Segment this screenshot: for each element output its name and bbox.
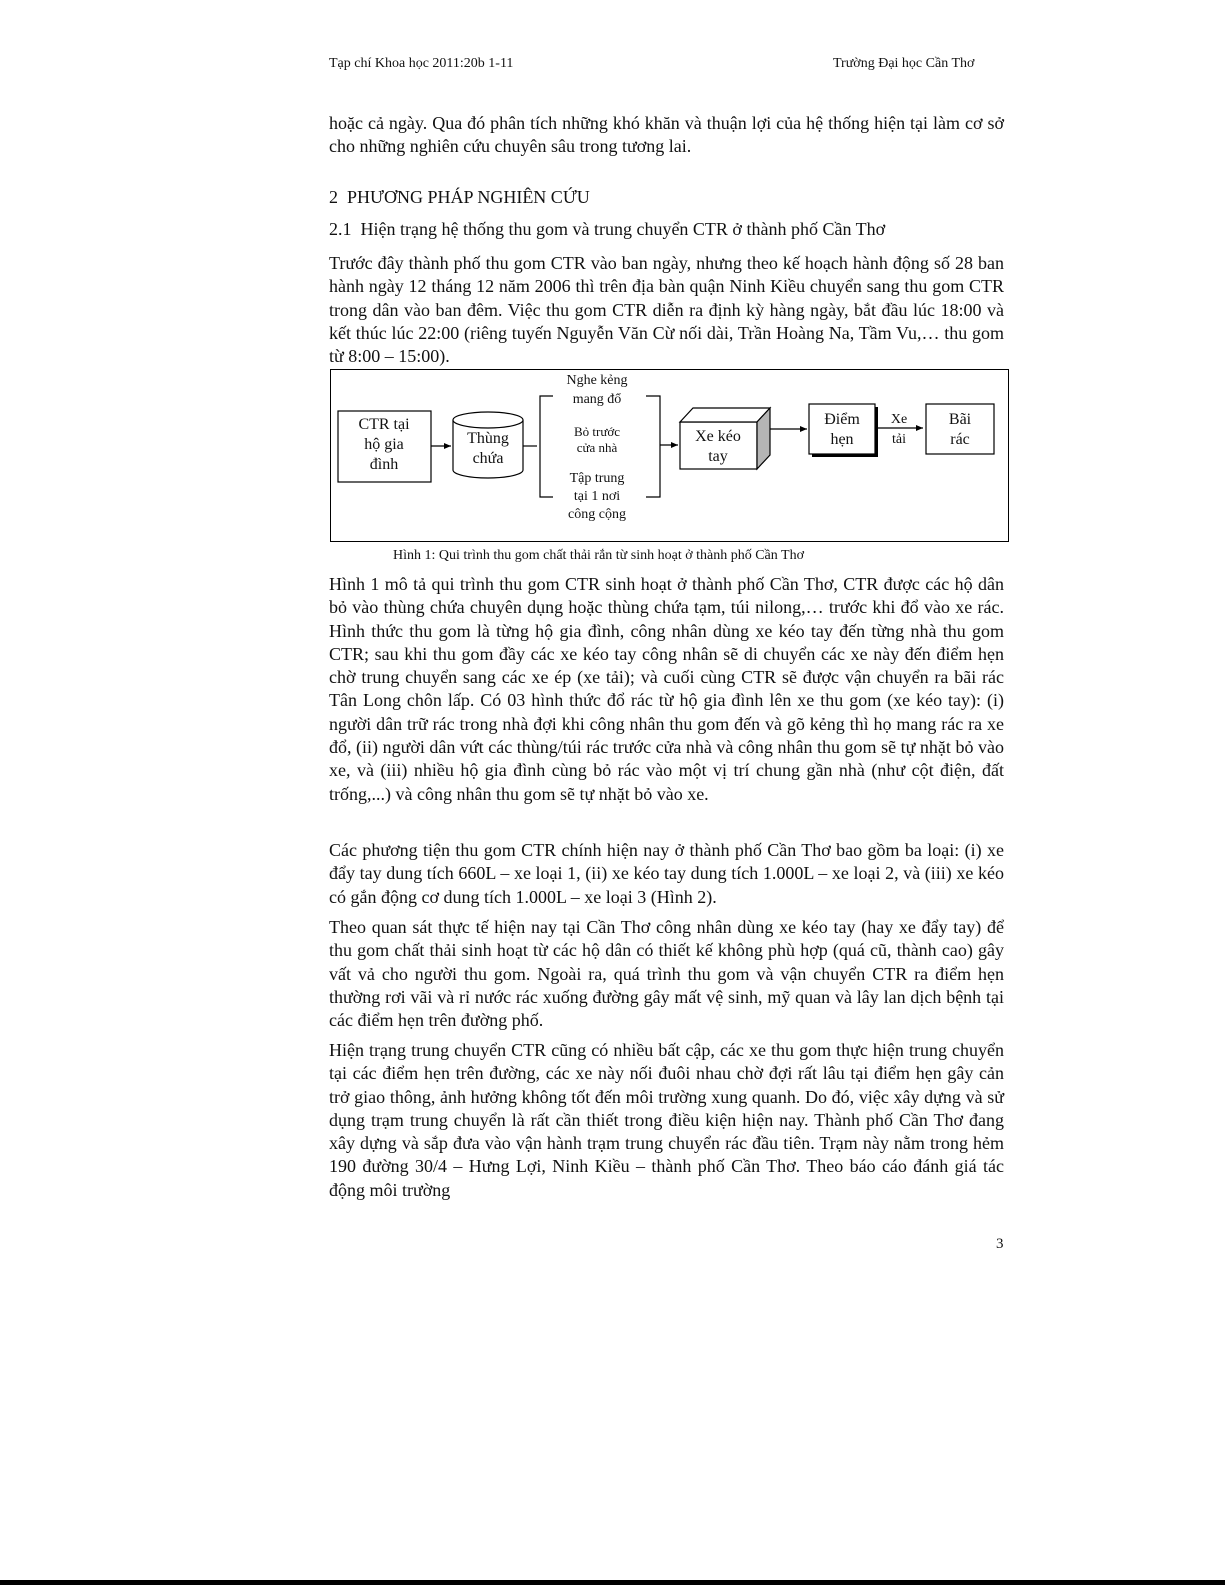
bin-label-1: Thùng — [467, 430, 509, 447]
section-heading — [329, 187, 590, 208]
option-bring-label-1: Nghe kẻng — [566, 373, 628, 388]
journal-header: Tạp chí Khoa học 2011:20b 1-11 — [329, 56, 514, 71]
section-number: 2 — [329, 187, 338, 207]
paragraph: Theo quan sát thực tế hiện nay tại Cần Thơ công nhân dùng xe kéo tay (hay xe đẩy tay) để thu gom chất thải sinh hoạt từ các hộ dân có thiết kế không phù hợp (quá cũ, thành cao) gây vất vả cho người thu gom. Ngoài ra, quá trình thu gom và vận chuyển CTR ra điểm hẹn thường rơi vãi và rỉ nước rác xuống đường gây mất vệ sinh, mỹ quan và lây lan dịch bệnh tại các điểm hẹn trên đường phố. — [329, 917, 1004, 1031]
household-label-1: CTR tại — [358, 416, 410, 433]
section-title: PHƯƠNG PHÁP NGHIÊN CỨU — [347, 187, 590, 207]
intro-paragraph: hoặc cả ngày. Qua đó phân tích những khó khăn và thuận lợi của hệ thống hiện tại làm cơ sở cho những nghiên cứu chuyên sâu trong tương lai. — [329, 113, 1004, 157]
figure-caption: Hình 1: Qui trình thu gom chất thải rắn từ sinh hoạt ở thành phố Cần Thơ — [393, 548, 804, 563]
option-central-label-1: Tập trung — [569, 471, 625, 486]
options-right-bracket — [646, 396, 660, 497]
subsection-title: Hiện trạng hệ thống thu gom và trung chuyển CTR ở thành phố Cần Thơ — [360, 219, 886, 239]
cart-label-2: tay — [708, 448, 728, 465]
option-door-label-1: Bỏ trước — [573, 424, 621, 439]
household-label-2: hộ gia — [364, 436, 404, 453]
subsection-heading — [329, 219, 885, 240]
paragraph: Các phương tiện thu gom CTR chính hiện nay ở thành phố Cần Thơ bao gồm ba loại: (i) xe đẩy tay dung tích 660L – xe loại 1, (ii) xe kéo tay dung tích 1.000L – xe loại 2, và (iii) xe kéo có gắn động cơ dung tích 1.000L – xe loại 3 (Hình 2). — [329, 840, 1004, 907]
paragraph: Hiện trạng trung chuyển CTR cũng có nhiều bất cập, các xe thu gom thực hiện trung chuyển tại các điểm hẹn trên đường, các xe này nối đuôi nhau chờ đợi rất lâu tại điểm hẹn gây cản trở giao thông, ảnh hưởng không tốt đến môi trường xung quanh. Do đó, việc xây dựng và sử dụng trạm trung chuyển là rất cần thiết trong điều kiện hiện nay. Thành phố Cần Thơ đang xây dựng và sắp đưa vào vận hành trạm trung chuyển rác đầu tiên. Trạm này nằm trong hẻm 190 đường 30/4 – Hưng Lợi, Ninh Kiều – thành phố Cần Thơ. Theo báo cáo đánh giá tác động môi trường — [329, 1040, 1004, 1200]
meeting-point-label-2: hẹn — [830, 431, 854, 448]
bin-label-2: chứa — [472, 450, 504, 467]
truck-label-2: tải — [892, 432, 906, 447]
landfill-label-2: rác — [950, 431, 970, 448]
page-number: 3 — [996, 1236, 1004, 1252]
option-bring-label-2: mang đổ — [572, 392, 622, 407]
landfill-label-1: Bãi — [948, 411, 972, 428]
bottom-border — [0, 1580, 1225, 1585]
meeting-point-label-1: Điểm — [824, 411, 860, 428]
household-label-3: đình — [369, 456, 399, 473]
option-central-label-2: tại 1 nơi — [573, 489, 621, 504]
flow-diagram — [331, 370, 1010, 543]
cart-label-1: Xe kéo — [695, 428, 741, 445]
subsection-number: 2.1 — [329, 219, 352, 239]
truck-label-1: Xe — [890, 412, 908, 427]
option-central-label-3: công cộng — [568, 507, 626, 522]
options-left-bracket — [540, 396, 553, 497]
option-door-label-2: cửa nhà — [576, 440, 618, 455]
paragraph: Trước đây thành phố thu gom CTR vào ban ngày, nhưng theo kế hoạch hành động số 28 ban hành ngày 12 tháng 12 năm 2006 thì trên địa bàn quận Ninh Kiều chuyển sang thu gom CTR trong dân vào ban đêm. Việc thu gom CTR diễn ra định kỳ hàng ngày, bắt đầu lúc 18:00 và kết thúc lúc 22:00 (riêng tuyến Nguyễn Văn Cừ nối dài, Trần Hoàng Na, Tầm Vu,… thu gom từ 8:00 – 15:00). — [329, 253, 1004, 367]
university-header: Trường Đại học Cần Thơ — [833, 56, 975, 71]
collection-process-figure — [330, 369, 1009, 542]
paragraph: Hình 1 mô tả qui trình thu gom CTR sinh hoạt ở thành phố Cần Thơ, CTR được các hộ dân bỏ vào thùng chứa chuyên dụng hoặc thùng chứa tạm, túi nilong,… trước khi đổ vào xe rác. Hình thức thu gom là từng hộ gia đình, công nhân dùng xe kéo tay đến từng nhà thu gom CTR; sau khi thu gom đầy các xe kéo tay công nhân sẽ di chuyển các xe này đến điểm hẹn chờ trung chuyển sang các xe ép (xe tải); và cuối cùng CTR sẽ được vận chuyển ra bãi rác Tân Long chôn lấp. Có 03 hình thức đổ rác từ hộ gia đình lên xe thu gom (xe kéo tay): (i) người dân trữ rác trong nhà đợi khi công nhân thu gom đến và gõ kẻng thì họ mang rác ra xe đổ, (ii) người dân vứt các thùng/túi rác trước cửa nhà và công nhân thu gom sẽ tự nhặt bỏ vào xe, và (iii) nhiều hộ gia đình cùng bỏ rác vào một vị trí chung gần nhà (như cột điện, đất trống,...) và công nhân thu gom sẽ tự nhặt bỏ vào xe. — [329, 574, 1004, 804]
